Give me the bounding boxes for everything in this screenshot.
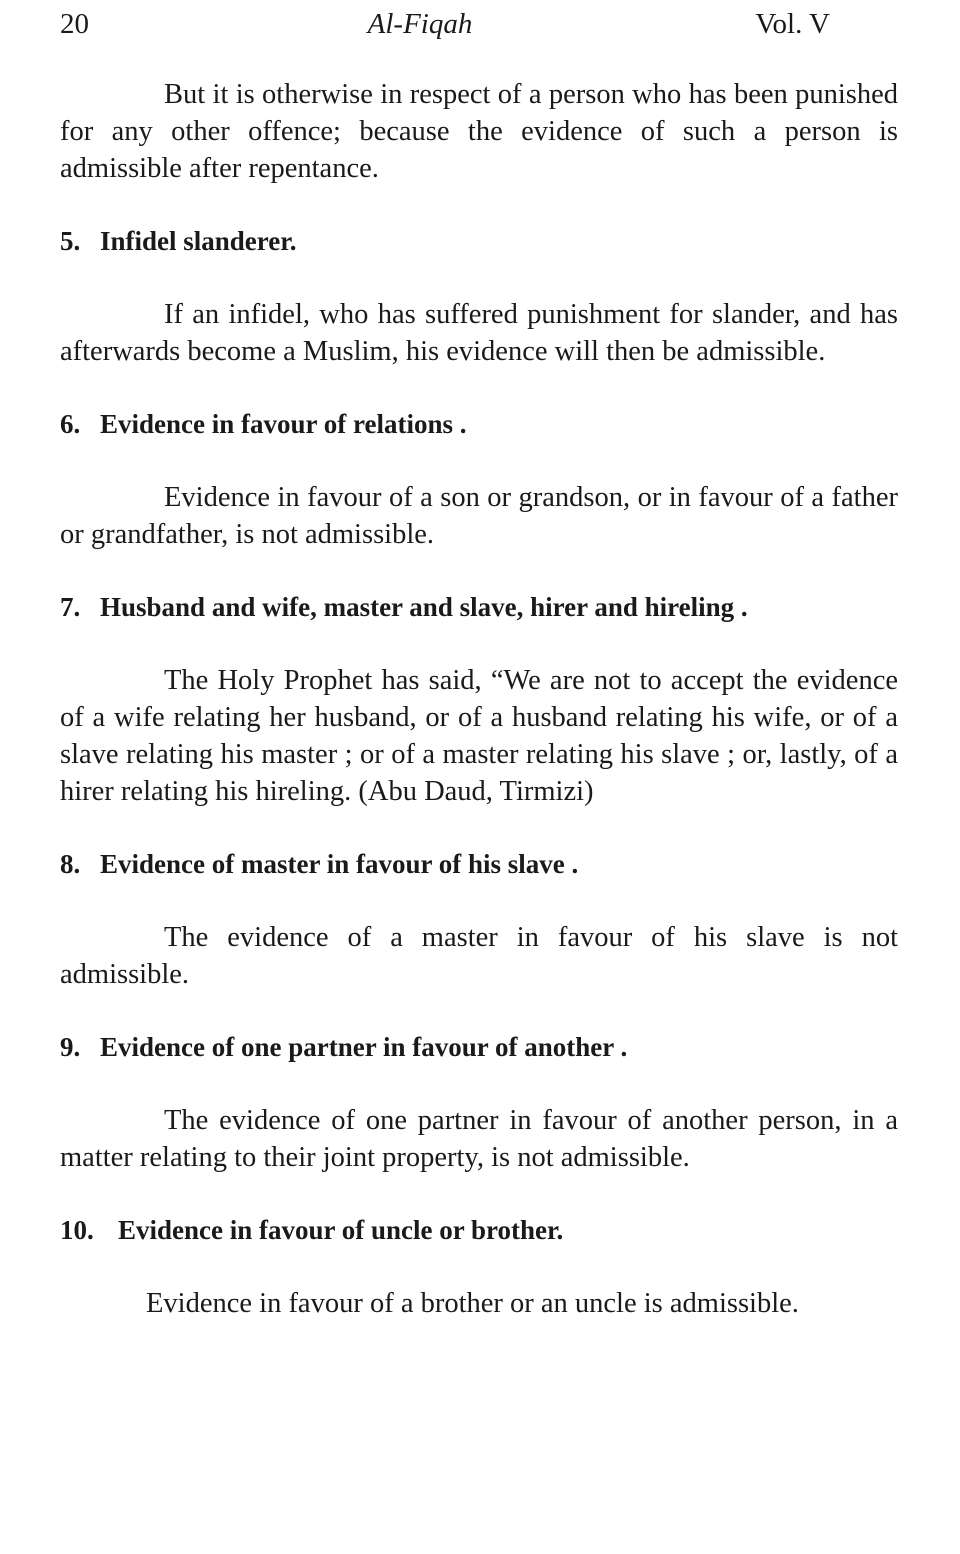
page-body <box>60 76 898 1322</box>
section-number: 9. <box>60 1032 81 1062</box>
page-number: 20 <box>60 8 89 40</box>
section-title: Husband and wife, master and slave, hirer and hireling . <box>100 592 748 622</box>
section-number: 5. <box>60 226 81 256</box>
section-heading <box>60 589 898 626</box>
section-number: 10. <box>60 1215 94 1245</box>
section-paragraph: Evidence in favour of a brother or an uncle is admissible. <box>146 1288 799 1319</box>
section-8 <box>60 846 898 1029</box>
section-heading <box>60 846 898 883</box>
section-7 <box>60 589 898 846</box>
intro-paragraph: But it is otherwise in respect of a person who has been punished for any other offence; because the evidence of such a person is admissible after repentance. <box>60 79 898 184</box>
section-title: Evidence of master in favour of his slave . <box>100 849 579 879</box>
running-header <box>60 4 830 44</box>
section-paragraph: The evidence of a master in favour of his slave is not admissible. <box>60 922 898 990</box>
section-heading <box>60 223 898 260</box>
book-title: Al-Fiqah <box>367 8 473 40</box>
section-heading <box>60 1212 898 1249</box>
section-heading <box>60 1029 898 1066</box>
section-title: Evidence in favour of uncle or brother. <box>118 1215 564 1245</box>
section-number: 6. <box>60 409 81 439</box>
section-title: Infidel slanderer. <box>100 226 297 256</box>
section-number: 8. <box>60 849 81 879</box>
section-paragraph: The evidence of one partner in favour of another person, in a matter relating to their joint property, is not admissible. <box>60 1105 898 1173</box>
section-title: Evidence in favour of relations . <box>100 409 467 439</box>
section-6 <box>60 406 898 589</box>
section-5 <box>60 223 898 406</box>
section-paragraph: The Holy Prophet has said, “We are not to accept the evidence of a wife relating her husband, or of a husband relating his wife, or of a slave relating his master ; or of a master relating his slave ; or, lastly, of a hirer relating his hireling. (Abu Daud, Tirmizi) <box>60 665 898 807</box>
section-paragraph: If an infidel, who has suffered punishment for slander, and has afterwards become a Muslim, his evidence will then be admissible. <box>60 299 898 367</box>
section-title: Evidence of one partner in favour of another . <box>100 1032 628 1062</box>
section-paragraph: Evidence in favour of a son or grandson, or in favour of a father or grandfather, is not admissible. <box>60 482 898 550</box>
section-10 <box>60 1212 898 1322</box>
section-heading <box>60 406 898 443</box>
section-number: 7. <box>60 592 81 622</box>
volume-label: Vol. V <box>755 8 830 40</box>
section-9 <box>60 1029 898 1212</box>
